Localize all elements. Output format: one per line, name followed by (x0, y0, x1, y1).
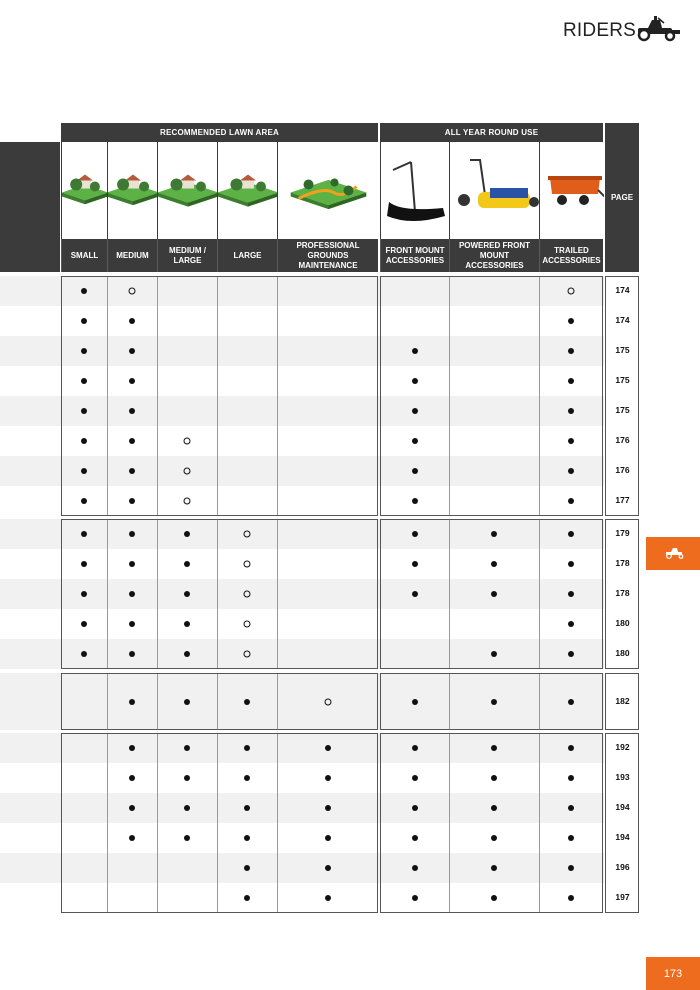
column-divider (380, 673, 381, 730)
group-header-lawn: RECOMMENDED LAWN AREA (61, 123, 378, 142)
filled-dot-mark (81, 288, 87, 294)
filled-dot-mark (129, 438, 135, 444)
filled-dot-mark (129, 498, 135, 504)
column-header-2: MEDIUM / LARGE (157, 239, 217, 272)
page-reference: 196 (615, 862, 630, 872)
hollow-dot-mark (244, 591, 251, 598)
hollow-dot-mark (244, 651, 251, 658)
table-row (0, 366, 604, 396)
table-row (0, 486, 604, 516)
column-header-7: TRAILED ACCESSORIES (539, 239, 603, 272)
column-image-7 (539, 142, 603, 239)
page-reference: 197 (615, 892, 630, 902)
table-row (0, 276, 604, 306)
filled-dot-mark (491, 865, 497, 871)
filled-dot-mark (412, 895, 418, 901)
filled-dot-mark (412, 775, 418, 781)
filled-dot-mark (129, 468, 135, 474)
filled-dot-mark (568, 775, 574, 781)
column-header-0: SMALL (61, 239, 107, 272)
column-image-6 (449, 142, 539, 239)
filled-dot-mark (129, 591, 135, 597)
filled-dot-mark (184, 745, 190, 751)
filled-dot-mark (568, 318, 574, 324)
filled-dot-mark (129, 835, 135, 841)
filled-dot-mark (244, 775, 250, 781)
filled-dot-mark (568, 651, 574, 657)
table-row (0, 456, 604, 486)
table-row (0, 883, 604, 913)
column-divider (107, 673, 108, 730)
filled-dot-mark (129, 378, 135, 384)
filled-dot-mark (568, 561, 574, 567)
snow-plough-icon (381, 142, 450, 239)
filled-dot-mark (244, 895, 250, 901)
column-divider (107, 519, 108, 669)
filled-dot-mark (491, 561, 497, 567)
filled-dot-mark (568, 699, 574, 705)
filled-dot-mark (81, 408, 87, 414)
page-column-header: PAGE (605, 123, 639, 272)
column-divider (107, 733, 108, 913)
filled-dot-mark (129, 805, 135, 811)
filled-dot-mark (184, 621, 190, 627)
filled-dot-mark (568, 438, 574, 444)
filled-dot-mark (491, 805, 497, 811)
filled-dot-mark (81, 591, 87, 597)
filled-dot-mark (325, 865, 331, 871)
filled-dot-mark (491, 835, 497, 841)
column-divider (380, 733, 381, 913)
hollow-dot-mark (129, 288, 136, 295)
filled-dot-mark (412, 745, 418, 751)
filled-dot-mark (184, 591, 190, 597)
lawn-medium-icon (108, 142, 158, 239)
filled-dot-mark (412, 438, 418, 444)
page-reference: 178 (615, 558, 630, 568)
page-reference: 175 (615, 375, 630, 385)
group-frame (605, 733, 639, 913)
filled-dot-mark (244, 745, 250, 751)
column-divider (277, 733, 278, 913)
filled-dot-mark (81, 348, 87, 354)
filled-dot-mark (81, 621, 87, 627)
lawn-medium-large-icon (158, 142, 218, 239)
filled-dot-mark (412, 835, 418, 841)
table-row (0, 609, 604, 639)
column-image-5 (380, 142, 449, 239)
lawn-small-icon (62, 142, 108, 239)
column-divider (277, 673, 278, 730)
hollow-dot-mark (184, 438, 191, 445)
column-divider (449, 276, 450, 516)
filled-dot-mark (129, 621, 135, 627)
page-reference: 192 (615, 742, 630, 752)
table-row (0, 673, 604, 730)
page-reference: 194 (615, 832, 630, 842)
filled-dot-mark (81, 498, 87, 504)
table-row (0, 306, 604, 336)
filled-dot-mark (568, 591, 574, 597)
filled-dot-mark (325, 745, 331, 751)
filled-dot-mark (81, 531, 87, 537)
filled-dot-mark (568, 621, 574, 627)
column-divider (217, 733, 218, 913)
filled-dot-mark (412, 865, 418, 871)
filled-dot-mark (244, 835, 250, 841)
column-header-6: POWERED FRONT MOUNT ACCESSORIES (449, 239, 539, 272)
filled-dot-mark (412, 498, 418, 504)
filled-dot-mark (129, 651, 135, 657)
column-divider (217, 519, 218, 669)
filled-dot-mark (81, 318, 87, 324)
hollow-dot-mark (568, 288, 575, 295)
column-divider (107, 276, 108, 516)
rider-mower-icon (634, 14, 682, 42)
filled-dot-mark (184, 835, 190, 841)
filled-dot-mark (568, 865, 574, 871)
filled-dot-mark (412, 805, 418, 811)
filled-dot-mark (244, 805, 250, 811)
filled-dot-mark (491, 895, 497, 901)
riders-section-tab[interactable] (646, 537, 700, 570)
page-reference: 176 (615, 465, 630, 475)
filled-dot-mark (184, 561, 190, 567)
filled-dot-mark (568, 895, 574, 901)
lawn-large-icon (218, 142, 278, 239)
column-image-1 (107, 142, 157, 239)
filled-dot-mark (129, 699, 135, 705)
column-image-2 (157, 142, 217, 239)
hollow-dot-mark (244, 531, 251, 538)
table-row (0, 426, 604, 456)
column-divider (539, 673, 540, 730)
column-divider (449, 733, 450, 913)
table-row (0, 519, 604, 549)
column-divider (539, 276, 540, 516)
column-header-4: PROFESSIONAL GROUNDS MAINTENANCE (277, 239, 378, 272)
column-image-0 (61, 142, 107, 239)
column-divider (157, 673, 158, 730)
filled-dot-mark (244, 699, 250, 705)
filled-dot-mark (81, 651, 87, 657)
page-reference: 182 (615, 695, 630, 706)
filled-dot-mark (81, 438, 87, 444)
filled-dot-mark (412, 408, 418, 414)
page-reference: 175 (615, 405, 630, 415)
power-brush-icon (450, 142, 540, 239)
hollow-dot-mark (184, 498, 191, 505)
filled-dot-mark (129, 408, 135, 414)
column-divider (217, 276, 218, 516)
filled-dot-mark (129, 745, 135, 751)
column-divider (277, 519, 278, 669)
filled-dot-mark (129, 775, 135, 781)
filled-dot-mark (244, 865, 250, 871)
column-header-1: MEDIUM (107, 239, 157, 272)
group-header-year-round: ALL YEAR ROUND USE (380, 123, 603, 142)
filled-dot-mark (412, 699, 418, 705)
filled-dot-mark (412, 378, 418, 384)
hollow-dot-mark (324, 698, 331, 705)
column-divider (539, 519, 540, 669)
group-frame (605, 276, 639, 516)
page-reference: 177 (615, 495, 630, 505)
column-divider (217, 673, 218, 730)
filled-dot-mark (568, 835, 574, 841)
column-divider (539, 733, 540, 913)
filled-dot-mark (568, 378, 574, 384)
table-row (0, 763, 604, 793)
filled-dot-mark (568, 408, 574, 414)
filled-dot-mark (81, 468, 87, 474)
filled-dot-mark (412, 531, 418, 537)
page-reference: 176 (615, 435, 630, 445)
column-divider (449, 519, 450, 669)
page-reference: 174 (615, 285, 630, 295)
filled-dot-mark (491, 699, 497, 705)
filled-dot-mark (412, 348, 418, 354)
table-row (0, 853, 604, 883)
column-divider (277, 276, 278, 516)
filled-dot-mark (568, 468, 574, 474)
column-divider (157, 519, 158, 669)
table-row (0, 549, 604, 579)
table-row (0, 793, 604, 823)
column-divider (157, 733, 158, 913)
filled-dot-mark (568, 348, 574, 354)
filled-dot-mark (412, 591, 418, 597)
filled-dot-mark (491, 651, 497, 657)
page-title: RIDERS (563, 20, 636, 41)
column-header-3: LARGE (217, 239, 277, 272)
filled-dot-mark (184, 531, 190, 537)
table-row (0, 336, 604, 366)
hollow-dot-mark (244, 561, 251, 568)
page-reference: 193 (615, 772, 630, 782)
filled-dot-mark (184, 699, 190, 705)
filled-dot-mark (491, 775, 497, 781)
column-image-4 (277, 142, 378, 239)
filled-dot-mark (325, 805, 331, 811)
lawn-professional-icon (278, 142, 379, 239)
filled-dot-mark (129, 561, 135, 567)
page-number-badge: 173 (646, 957, 700, 990)
page-reference: 180 (615, 618, 630, 628)
hollow-dot-mark (244, 621, 251, 628)
filled-dot-mark (325, 775, 331, 781)
filled-dot-mark (129, 318, 135, 324)
table-row (0, 396, 604, 426)
filled-dot-mark (129, 531, 135, 537)
filled-dot-mark (412, 468, 418, 474)
filled-dot-mark (129, 348, 135, 354)
filled-dot-mark (491, 745, 497, 751)
page-reference: 174 (615, 315, 630, 325)
column-divider (380, 519, 381, 669)
column-divider (157, 276, 158, 516)
trailer-icon (540, 142, 604, 239)
table-row (0, 733, 604, 763)
filled-dot-mark (412, 561, 418, 567)
page-reference: 175 (615, 345, 630, 355)
column-header-5: FRONT MOUNT ACCESSORIES (380, 239, 449, 272)
column-divider (449, 673, 450, 730)
row-label-header (0, 142, 60, 272)
page-reference: 178 (615, 588, 630, 598)
filled-dot-mark (184, 775, 190, 781)
filled-dot-mark (81, 378, 87, 384)
table-row (0, 579, 604, 609)
page-reference: 194 (615, 802, 630, 812)
hollow-dot-mark (184, 468, 191, 475)
filled-dot-mark (568, 805, 574, 811)
filled-dot-mark (491, 531, 497, 537)
filled-dot-mark (184, 805, 190, 811)
filled-dot-mark (568, 498, 574, 504)
column-image-3 (217, 142, 277, 239)
filled-dot-mark (184, 651, 190, 657)
filled-dot-mark (325, 835, 331, 841)
filled-dot-mark (325, 895, 331, 901)
table-row (0, 639, 604, 669)
rider-tab-icon (646, 537, 700, 570)
column-divider (380, 276, 381, 516)
page-reference: 180 (615, 648, 630, 658)
page-reference: 179 (615, 528, 630, 538)
filled-dot-mark (81, 561, 87, 567)
filled-dot-mark (568, 745, 574, 751)
table-row (0, 823, 604, 853)
filled-dot-mark (491, 591, 497, 597)
filled-dot-mark (568, 531, 574, 537)
